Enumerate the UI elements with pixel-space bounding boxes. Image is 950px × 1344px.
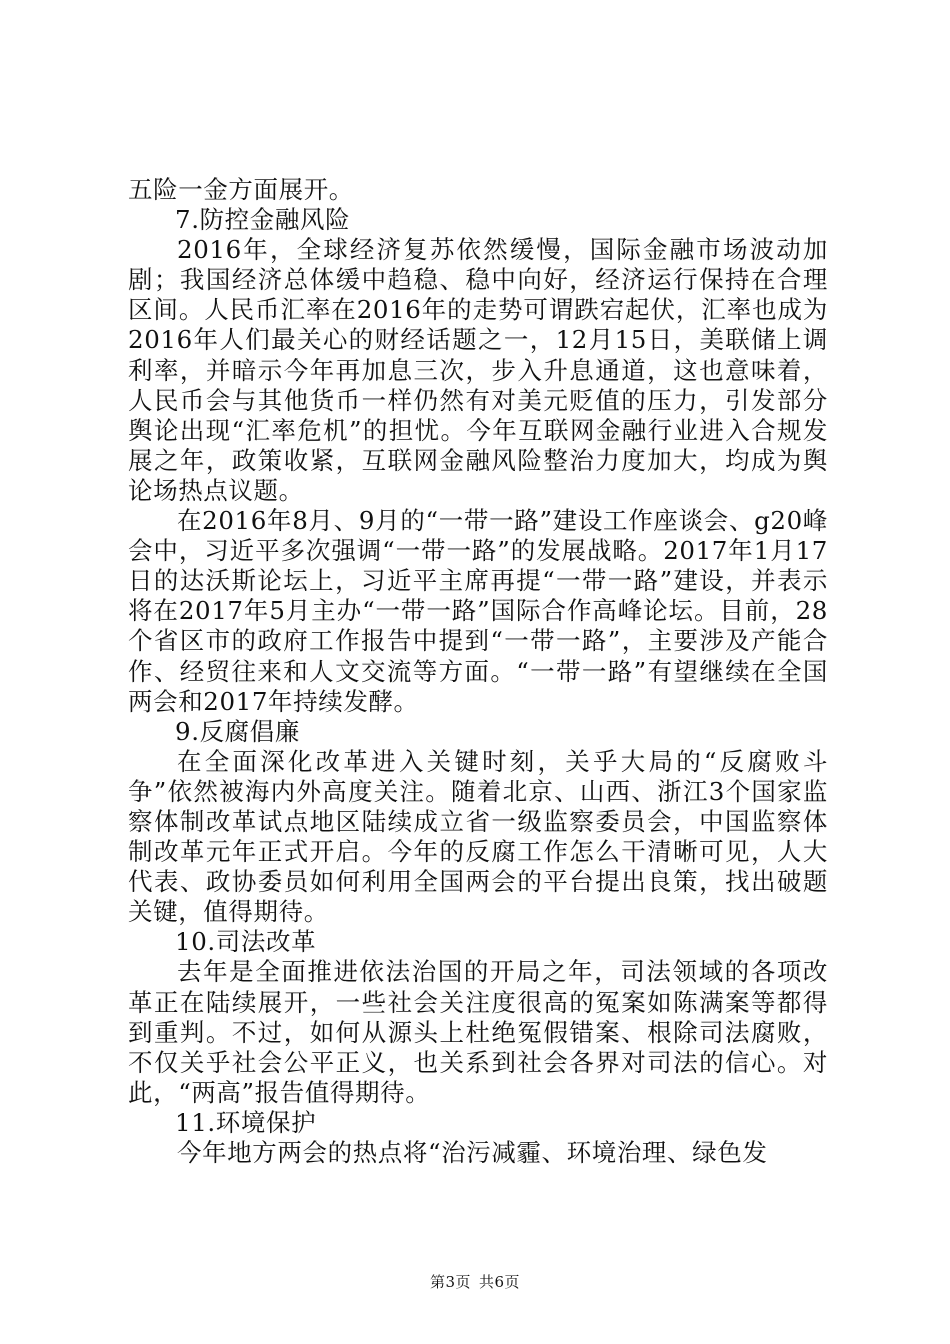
page-number: 第3页 (429, 1273, 471, 1291)
section-heading-environment: 11.环境保护 (175, 1107, 317, 1137)
paragraph-anti-corruption: 在全面深化改革进入关键时刻，关乎大局的“反腐败斗争”依然被海内外高度关注。随着北京、山西、浙江3个国家监察体制改革试点地区陆续成立省一级监察委员会，中国监察体制改革元年正式开启。今年的反腐工作怎么干清晰可见，人大代表、政协委员如何利用全国两会的平台提出良策，找出破题关键，值得期待。 (128, 746, 828, 927)
page-footer (0, 1271, 950, 1292)
section-heading-anti-corruption: 9.反腐倡廉 (175, 716, 300, 746)
section-heading-judicial-reform: 10.司法改革 (175, 927, 317, 957)
paragraph-belt-road: 在2016年8月、9月的“一带一路”建设工作座谈会、g20峰会中，习近平多次强调“一带一路”的发展战略。2017年1月17日的达沃斯论坛上，习近平主席再提“一带一路”建设，并表示将在2017年5月主办“一带一路”国际合作高峰论坛。目前，28个省区市的政府工作报告中提到“一带一路”，主要涉及产能合作、经贸往来和人文交流等方面。“一带一路”有望继续在全国两会和2017年持续发酵。 (128, 506, 828, 716)
section-heading-finance-risk: 7.防控金融风险 (175, 205, 351, 235)
document-body (128, 175, 828, 1168)
paragraph-judicial-reform: 去年是全面推进依法治国的开局之年，司法领域的各项改革正在陆续展开，一些社会关注度很高的冤案如陈满案等都得到重判。不过，如何从源头上杜绝冤假错案、根除司法腐败，不仅关乎社会公平正义，也关系到社会各界对司法的信心。对此，“两高”报告值得期待。 (128, 957, 828, 1107)
paragraph-continuation: 五险一金方面展开。 (128, 175, 354, 204)
paragraph-environment: 今年地方两会的热点将“治污减霾、环境治理、绿色发 (177, 1138, 768, 1167)
paragraph-finance-risk: 2016年，全球经济复苏依然缓慢，国际金融市场波动加剧；我国经济总体缓中趋稳、稳中向好，经济运行保持在合理区间。人民币汇率在2016年的走势可谓跌宕起伏，汇率也成为2016年人们最关心的财经话题之一，12月15日，美联储上调利率，并暗示今年再加息三次，步入升息通道，这也意味着，人民币会与其他货币一样仍然有对美元贬值的压力，引发部分舆论出现“汇率危机”的担忧。今年互联网金融行业进入合规发展之年，政策收紧，互联网金融风险整治力度加大，均成为舆论场热点议题。 (128, 235, 828, 505)
page-total: 共6页 (479, 1273, 521, 1291)
